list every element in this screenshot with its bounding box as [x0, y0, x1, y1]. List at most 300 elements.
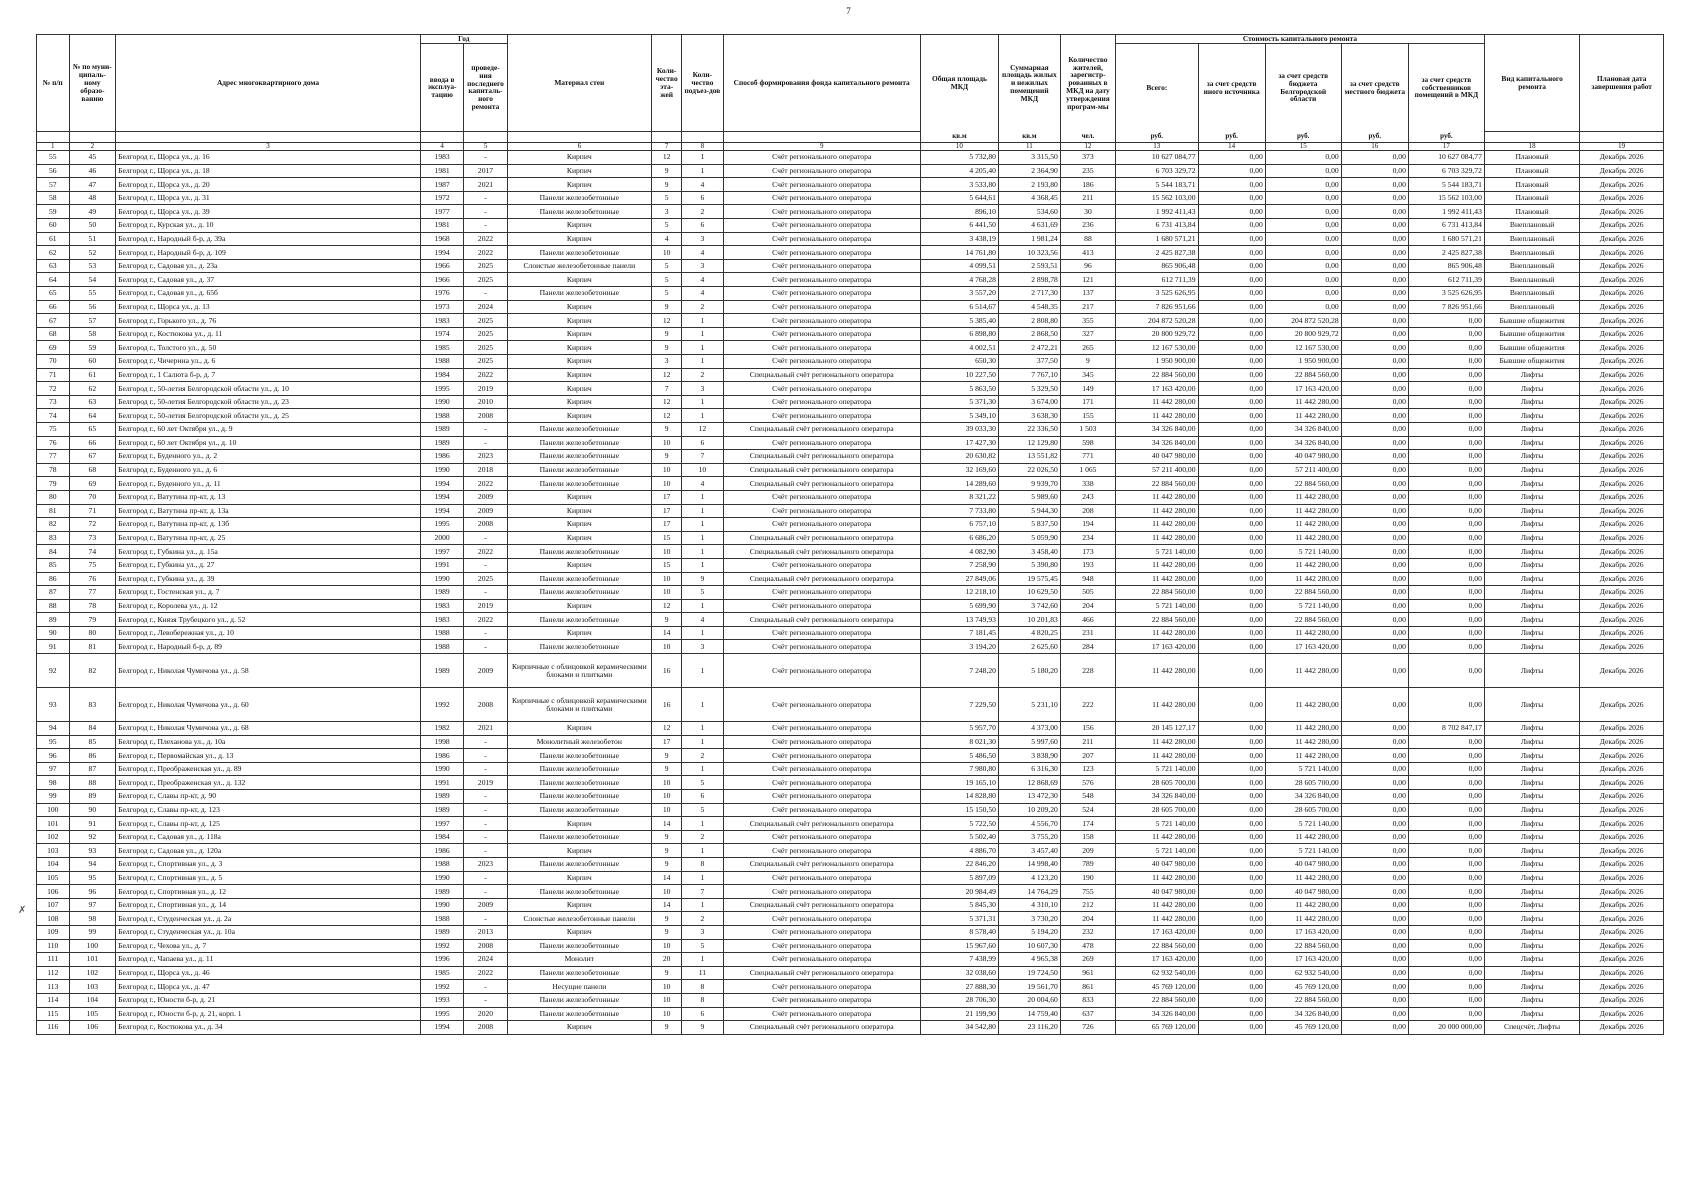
row-planned-date: Декабрь 2026: [1580, 355, 1664, 369]
row-year-built: 1992: [420, 980, 463, 994]
row-address: Белгород г., Садовая ул., д. 23а: [116, 259, 421, 273]
row-cost-owners: 0,00: [1408, 395, 1484, 409]
row-area: 7 733,80: [920, 504, 998, 518]
row-cost-total: 11 442 280,00: [1116, 830, 1198, 844]
header-owners: за счет средств собственников помещений в МКД: [1408, 43, 1484, 131]
row-cost-regional: 22 884 560,00: [1265, 477, 1341, 491]
row-year-repair: 2022: [464, 545, 507, 559]
row-planned-date: Декабрь 2026: [1580, 776, 1664, 790]
row-cost-regional: 11 442 280,00: [1265, 409, 1341, 423]
row-cost-regional: 22 884 560,00: [1265, 613, 1341, 627]
row-cost-regional: 0,00: [1265, 219, 1341, 233]
header-cost-group: Стоимость капитального ремонта: [1116, 35, 1485, 44]
table-row: [37, 858, 1664, 872]
table-row: [37, 939, 1664, 953]
row-repair-type: Лифты: [1484, 762, 1579, 776]
row-mun-number: 104: [69, 993, 116, 1007]
row-fund-method: Счёт регионального оператора: [723, 205, 920, 219]
row-year-built: 1977: [420, 205, 463, 219]
row-year-built: 1988: [420, 858, 463, 872]
row-year-repair: -: [464, 205, 507, 219]
table-row: [37, 885, 1664, 899]
row-cost-other: 0,00: [1198, 599, 1265, 613]
table-row: [37, 1007, 1664, 1021]
row-fund-method: Счёт регионального оператора: [723, 844, 920, 858]
row-entrances: 1: [682, 871, 723, 885]
row-area: 6 757,10: [920, 518, 998, 532]
row-cost-local: 0,00: [1341, 830, 1408, 844]
column-number: 14: [1198, 142, 1265, 150]
column-number: 8: [682, 142, 723, 150]
row-residents: 137: [1060, 287, 1115, 301]
table-row: [37, 314, 1664, 328]
row-residents: 217: [1060, 300, 1115, 314]
row-planned-date: Декабрь 2026: [1580, 586, 1664, 600]
table-row: [37, 925, 1664, 939]
row-year-repair: -: [464, 219, 507, 233]
table-row: [37, 395, 1664, 409]
row-cost-total: 5 721 140,00: [1116, 762, 1198, 776]
row-planned-date: Декабрь 2026: [1580, 925, 1664, 939]
row-year-repair: -: [464, 191, 507, 205]
row-residents: 186: [1060, 178, 1115, 192]
row-residents: 1 065: [1060, 463, 1115, 477]
row-index: 63: [37, 259, 70, 273]
row-area-living: 4 368,45: [998, 191, 1060, 205]
row-cost-total: 11 442 280,00: [1116, 518, 1198, 532]
row-area: 4 099,51: [920, 259, 998, 273]
row-floors: 3: [651, 355, 681, 369]
row-repair-type: Лифты: [1484, 871, 1579, 885]
row-residents: 948: [1060, 572, 1115, 586]
row-floors: 9: [651, 966, 681, 980]
row-area-living: 4 631,69: [998, 219, 1060, 233]
row-cost-local: 0,00: [1341, 898, 1408, 912]
row-entrances: 1: [682, 735, 723, 749]
row-address: Белгород г., Губкина ул., д. 15а: [116, 545, 421, 559]
column-number: 9: [723, 142, 920, 150]
row-planned-date: Декабрь 2026: [1580, 504, 1664, 518]
table-row: [37, 980, 1664, 994]
row-area-living: 4 373,00: [998, 722, 1060, 736]
row-cost-other: 0,00: [1198, 355, 1265, 369]
row-cost-regional: 0,00: [1265, 300, 1341, 314]
row-cost-owners: 0,00: [1408, 613, 1484, 627]
row-fund-method: Счёт регионального оператора: [723, 925, 920, 939]
row-address: Белгород г., Чехова ул., д. 7: [116, 939, 421, 953]
row-repair-type: Лифты: [1484, 599, 1579, 613]
row-cost-regional: 34 326 840,00: [1265, 790, 1341, 804]
row-area: 6 514,67: [920, 300, 998, 314]
row-index: 80: [37, 490, 70, 504]
row-address: Белгород г., Народный б-р, д. 39а: [116, 232, 421, 246]
row-mun-number: 46: [69, 164, 116, 178]
row-planned-date: Декабрь 2026: [1580, 205, 1664, 219]
row-wall-material: Кирпич: [507, 273, 651, 287]
row-fund-method: Счёт регионального оператора: [723, 287, 920, 301]
row-address: Белгород г., 50-летия Белгородской области ул., д. 25: [116, 409, 421, 423]
row-fund-method: Счёт регионального оператора: [723, 178, 920, 192]
row-cost-local: 0,00: [1341, 980, 1408, 994]
row-residents: 30: [1060, 205, 1115, 219]
row-wall-material: Кирпич: [507, 817, 651, 831]
row-fund-method: Счёт регионального оператора: [723, 164, 920, 178]
row-cost-owners: 0,00: [1408, 504, 1484, 518]
table-row: [37, 151, 1664, 165]
row-cost-other: 0,00: [1198, 966, 1265, 980]
row-cost-regional: 34 326 840,00: [1265, 436, 1341, 450]
row-cost-regional: 11 442 280,00: [1265, 490, 1341, 504]
row-area-living: 19 724,50: [998, 966, 1060, 980]
row-area-living: 20 004,60: [998, 993, 1060, 1007]
row-cost-local: 0,00: [1341, 912, 1408, 926]
row-cost-total: 45 769 120,00: [1116, 980, 1198, 994]
table-row: [37, 762, 1664, 776]
column-number: 5: [464, 142, 507, 150]
row-cost-local: 0,00: [1341, 477, 1408, 491]
row-cost-other: 0,00: [1198, 558, 1265, 572]
row-cost-other: 0,00: [1198, 980, 1265, 994]
row-repair-type: Лифты: [1484, 626, 1579, 640]
row-cost-total: 40 047 980,00: [1116, 885, 1198, 899]
row-cost-total: 11 442 280,00: [1116, 395, 1198, 409]
row-cost-other: 0,00: [1198, 749, 1265, 763]
row-year-built: 1990: [420, 572, 463, 586]
row-year-built: 1994: [420, 490, 463, 504]
row-fund-method: Счёт регионального оператора: [723, 749, 920, 763]
row-mun-number: 90: [69, 803, 116, 817]
row-cost-local: 0,00: [1341, 436, 1408, 450]
row-floors: 14: [651, 626, 681, 640]
row-entrances: 4: [682, 613, 723, 627]
row-cost-local: 0,00: [1341, 572, 1408, 586]
row-area-living: 12 868,69: [998, 776, 1060, 790]
row-cost-local: 0,00: [1341, 925, 1408, 939]
row-cost-total: 11 442 280,00: [1116, 735, 1198, 749]
row-floors: 10: [651, 776, 681, 790]
row-area-living: 5 059,90: [998, 531, 1060, 545]
row-cost-owners: 5 544 183,71: [1408, 178, 1484, 192]
row-cost-total: 22 884 560,00: [1116, 586, 1198, 600]
row-cost-total: 40 047 980,00: [1116, 858, 1198, 872]
row-year-repair: -: [464, 993, 507, 1007]
row-address: Белгород г., Преображенская ул., д. 132: [116, 776, 421, 790]
row-year-repair: 2009: [464, 898, 507, 912]
row-mun-number: 82: [69, 654, 116, 688]
row-year-built: 1973: [420, 300, 463, 314]
row-year-repair: 2008: [464, 688, 507, 722]
row-index: 116: [37, 1021, 70, 1035]
row-floors: 4: [651, 232, 681, 246]
row-year-built: 1991: [420, 776, 463, 790]
row-cost-total: 1 992 411,43: [1116, 205, 1198, 219]
row-cost-total: 17 163 420,00: [1116, 953, 1198, 967]
row-index: 56: [37, 164, 70, 178]
row-mun-number: 85: [69, 735, 116, 749]
row-floors: 5: [651, 259, 681, 273]
row-residents: 211: [1060, 191, 1115, 205]
row-cost-regional: 5 721 140,00: [1265, 599, 1341, 613]
row-year-repair: -: [464, 287, 507, 301]
row-address: Белгород г., Спортивная ул., д. 12: [116, 885, 421, 899]
row-address: Белгород г., Щорса ул., д. 31: [116, 191, 421, 205]
row-area: 5 722,50: [920, 817, 998, 831]
row-mun-number: 83: [69, 688, 116, 722]
row-area: 3 557,20: [920, 287, 998, 301]
row-cost-total: 40 047 980,00: [1116, 450, 1198, 464]
row-cost-total: 11 442 280,00: [1116, 688, 1198, 722]
row-residents: 155: [1060, 409, 1115, 423]
header-date: Плановая дата завершения работ: [1580, 35, 1664, 132]
row-wall-material: Кирпич: [507, 844, 651, 858]
row-cost-owners: 0,00: [1408, 871, 1484, 885]
row-area: 6 898,80: [920, 327, 998, 341]
row-fund-method: Счёт регионального оператора: [723, 939, 920, 953]
row-entrances: 5: [682, 586, 723, 600]
row-year-built: 1981: [420, 164, 463, 178]
row-address: Белгород г., Губкина ул., д. 27: [116, 558, 421, 572]
row-area-living: 19 561,70: [998, 980, 1060, 994]
row-residents: 548: [1060, 790, 1115, 804]
row-area-living: 2 808,80: [998, 314, 1060, 328]
row-area-living: 19 575,45: [998, 572, 1060, 586]
row-entrances: 1: [682, 898, 723, 912]
row-wall-material: Панели железобетонные: [507, 885, 651, 899]
table-row: [37, 898, 1664, 912]
row-cost-regional: 11 442 280,00: [1265, 830, 1341, 844]
row-index: 107: [37, 898, 70, 912]
row-floors: 12: [651, 368, 681, 382]
row-floors: 5: [651, 273, 681, 287]
row-year-repair: 2010: [464, 395, 507, 409]
row-cost-owners: 0,00: [1408, 409, 1484, 423]
row-planned-date: Декабрь 2026: [1580, 300, 1664, 314]
row-area-living: 10 209,20: [998, 803, 1060, 817]
row-cost-regional: 28 605 700,00: [1265, 803, 1341, 817]
row-year-built: 1983: [420, 599, 463, 613]
row-wall-material: Кирпич: [507, 599, 651, 613]
row-cost-regional: 11 442 280,00: [1265, 504, 1341, 518]
row-index: 86: [37, 572, 70, 586]
row-area: 20 984,49: [920, 885, 998, 899]
table-row: [37, 341, 1664, 355]
row-year-repair: 2022: [464, 368, 507, 382]
header-wall: Материал стен: [507, 35, 651, 132]
row-area: 8 578,40: [920, 925, 998, 939]
header-floors: Коли-чество эта-жей: [651, 35, 681, 132]
row-cost-local: 0,00: [1341, 844, 1408, 858]
row-cost-local: 0,00: [1341, 993, 1408, 1007]
column-number: 10: [920, 142, 998, 150]
table-row: [37, 504, 1664, 518]
header-other: за счет средств иного источника: [1198, 43, 1265, 131]
row-cost-owners: 7 826 951,66: [1408, 300, 1484, 314]
row-floors: 12: [651, 395, 681, 409]
row-cost-local: 0,00: [1341, 327, 1408, 341]
row-cost-regional: 5 721 140,00: [1265, 545, 1341, 559]
row-entrances: 1: [682, 395, 723, 409]
row-repair-type: Лифты: [1484, 613, 1579, 627]
row-year-built: 1994: [420, 504, 463, 518]
row-entrances: 3: [682, 640, 723, 654]
row-cost-regional: 45 769 120,00: [1265, 980, 1341, 994]
row-cost-owners: 0,00: [1408, 355, 1484, 369]
row-fund-method: Счёт регионального оператора: [723, 436, 920, 450]
row-residents: 211: [1060, 735, 1115, 749]
row-cost-local: 0,00: [1341, 762, 1408, 776]
row-area: 4 082,90: [920, 545, 998, 559]
row-repair-type: Плановый: [1484, 191, 1579, 205]
row-planned-date: Декабрь 2026: [1580, 830, 1664, 844]
table-row: [37, 558, 1664, 572]
row-residents: 961: [1060, 966, 1115, 980]
row-residents: 194: [1060, 518, 1115, 532]
row-area-living: 534,60: [998, 205, 1060, 219]
row-year-repair: -: [464, 626, 507, 640]
row-entrances: 6: [682, 191, 723, 205]
row-cost-owners: 0,00: [1408, 586, 1484, 600]
row-floors: 10: [651, 586, 681, 600]
row-residents: 861: [1060, 980, 1115, 994]
row-repair-type: Лифты: [1484, 885, 1579, 899]
row-fund-method: Специальный счёт регионального оператора: [723, 858, 920, 872]
row-entrances: 3: [682, 382, 723, 396]
row-repair-type: Плановый: [1484, 151, 1579, 165]
row-year-built: 1998: [420, 735, 463, 749]
row-residents: 478: [1060, 939, 1115, 953]
row-year-built: 1991: [420, 558, 463, 572]
table-row: [37, 327, 1664, 341]
row-year-built: 1989: [420, 422, 463, 436]
row-floors: 14: [651, 871, 681, 885]
table-row: [37, 422, 1664, 436]
row-cost-other: 0,00: [1198, 817, 1265, 831]
row-wall-material: Монолит: [507, 953, 651, 967]
row-floors: 9: [651, 178, 681, 192]
row-cost-other: 0,00: [1198, 722, 1265, 736]
row-entrances: 1: [682, 327, 723, 341]
row-repair-type: Внеплановый: [1484, 259, 1579, 273]
row-cost-total: 12 167 530,00: [1116, 341, 1198, 355]
unit-area-living: кв.м: [998, 131, 1060, 142]
header-year-built: ввода в эксплуа-тацию: [420, 43, 463, 131]
row-repair-type: Лифты: [1484, 776, 1579, 790]
row-floors: 9: [651, 912, 681, 926]
row-year-repair: 2013: [464, 925, 507, 939]
row-mun-number: 52: [69, 246, 116, 260]
row-entrances: 2: [682, 749, 723, 763]
row-index: 70: [37, 355, 70, 369]
row-residents: 212: [1060, 898, 1115, 912]
table-row: [37, 518, 1664, 532]
row-area-living: 2 364,90: [998, 164, 1060, 178]
row-address: Белгород г., Щорса ул., д. 46: [116, 966, 421, 980]
row-cost-local: 0,00: [1341, 395, 1408, 409]
row-cost-total: 22 884 560,00: [1116, 939, 1198, 953]
row-index: 112: [37, 966, 70, 980]
table-row: [37, 654, 1664, 688]
row-wall-material: Кирпич: [507, 355, 651, 369]
table-row: [37, 790, 1664, 804]
row-repair-type: Плановый: [1484, 164, 1579, 178]
table-row: [37, 259, 1664, 273]
row-year-repair: 2023: [464, 450, 507, 464]
row-cost-regional: 0,00: [1265, 178, 1341, 192]
row-floors: 15: [651, 558, 681, 572]
row-repair-type: Лифты: [1484, 531, 1579, 545]
row-cost-owners: 0,00: [1408, 477, 1484, 491]
row-year-built: 1983: [420, 314, 463, 328]
row-year-built: 1985: [420, 341, 463, 355]
row-fund-method: Специальный счёт регионального оператора: [723, 966, 920, 980]
row-cost-local: 0,00: [1341, 613, 1408, 627]
row-entrances: 6: [682, 436, 723, 450]
row-floors: 20: [651, 953, 681, 967]
row-fund-method: Счёт регионального оператора: [723, 871, 920, 885]
row-planned-date: Декабрь 2026: [1580, 803, 1664, 817]
row-planned-date: Декабрь 2026: [1580, 626, 1664, 640]
row-cost-local: 0,00: [1341, 287, 1408, 301]
row-year-repair: 2020: [464, 1007, 507, 1021]
row-repair-type: Лифты: [1484, 688, 1579, 722]
row-entrances: 2: [682, 300, 723, 314]
row-index: 75: [37, 422, 70, 436]
row-address: Белгород г., Студенческая ул., д. 10а: [116, 925, 421, 939]
column-number: 18: [1484, 142, 1579, 150]
row-area-living: 5 390,80: [998, 558, 1060, 572]
row-cost-regional: 22 884 560,00: [1265, 368, 1341, 382]
row-area: 6 686,20: [920, 531, 998, 545]
row-cost-other: 0,00: [1198, 953, 1265, 967]
row-year-repair: 2017: [464, 164, 507, 178]
row-year-built: 1982: [420, 722, 463, 736]
row-residents: 373: [1060, 151, 1115, 165]
row-index: 58: [37, 191, 70, 205]
row-cost-owners: 0,00: [1408, 749, 1484, 763]
row-address: Белгород г., Славы пр-кт, д. 123: [116, 803, 421, 817]
row-cost-total: 57 211 400,00: [1116, 463, 1198, 477]
header-area: Общая площадь МКД: [920, 35, 998, 132]
row-address: Белгород г., Садовая ул., д. 37: [116, 273, 421, 287]
row-mun-number: 58: [69, 327, 116, 341]
row-cost-owners: 0,00: [1408, 993, 1484, 1007]
row-fund-method: Счёт регионального оператора: [723, 382, 920, 396]
table-row: [37, 300, 1664, 314]
row-cost-regional: 11 442 280,00: [1265, 518, 1341, 532]
row-repair-type: Лифты: [1484, 558, 1579, 572]
row-repair-type: Лифты: [1484, 980, 1579, 994]
row-residents: 269: [1060, 953, 1115, 967]
row-cost-total: 10 627 084,77: [1116, 151, 1198, 165]
row-area-living: 10 323,56: [998, 246, 1060, 260]
row-area: 4 002,51: [920, 341, 998, 355]
row-fund-method: Счёт регионального оператора: [723, 654, 920, 688]
row-mun-number: 106: [69, 1021, 116, 1035]
row-index: 77: [37, 450, 70, 464]
row-fund-method: Счёт регионального оператора: [723, 640, 920, 654]
row-cost-local: 0,00: [1341, 626, 1408, 640]
row-address: Белгород г., Толстого ул., д. 50: [116, 341, 421, 355]
row-address: Белгород г., 50-летия Белгородской области ул., д. 10: [116, 382, 421, 396]
row-entrances: 1: [682, 409, 723, 423]
row-index: 94: [37, 722, 70, 736]
row-index: 55: [37, 151, 70, 165]
row-cost-owners: 0,00: [1408, 1007, 1484, 1021]
row-fund-method: Специальный счёт регионального оператора: [723, 422, 920, 436]
row-area: 8 321,22: [920, 490, 998, 504]
row-year-repair: -: [464, 531, 507, 545]
row-entrances: 2: [682, 368, 723, 382]
